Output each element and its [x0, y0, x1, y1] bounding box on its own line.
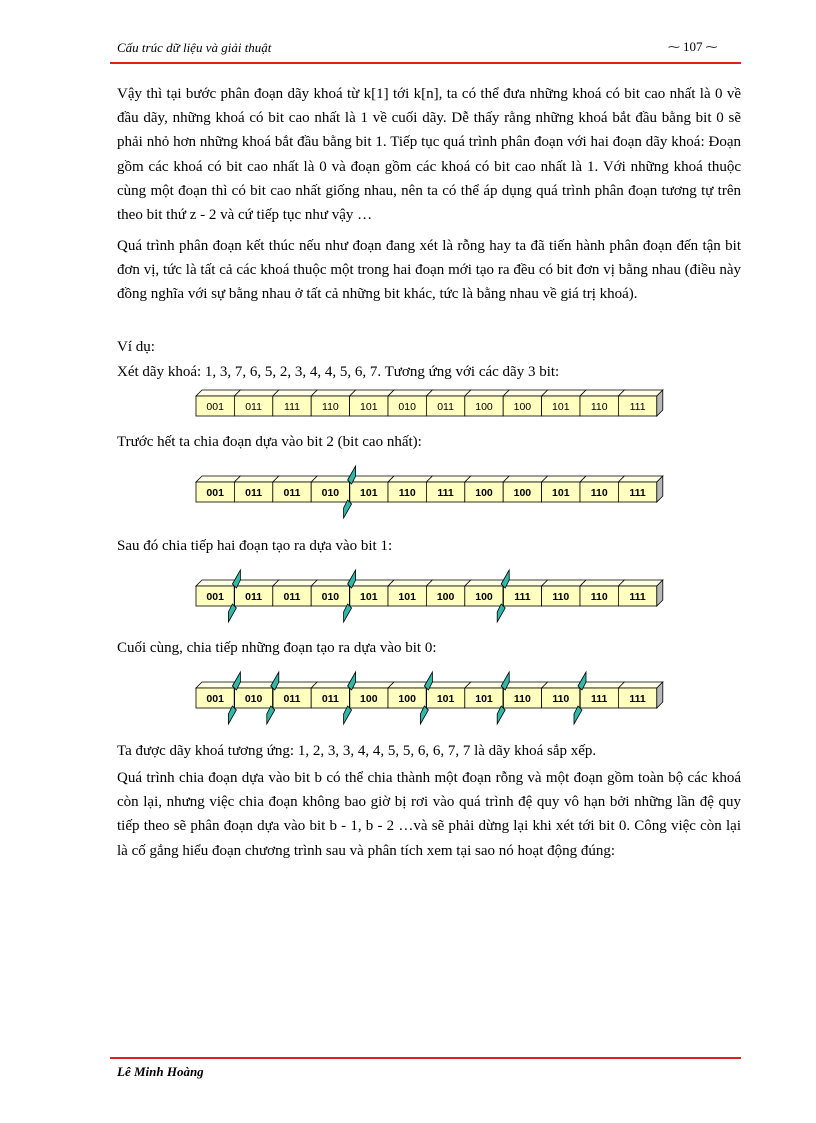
footer-author: Lê Minh Hoàng	[117, 1064, 204, 1079]
cell-top-face	[542, 580, 586, 586]
key-cell	[618, 682, 662, 708]
key-cell	[388, 580, 432, 606]
key-cell	[388, 476, 432, 502]
key-cell	[273, 682, 317, 708]
footer-rule	[110, 1057, 741, 1059]
cell-top-face	[426, 580, 470, 586]
cell-top-face	[234, 580, 278, 586]
cell-value: 001	[206, 693, 224, 705]
paragraph-termination: Quá trình phân đoạn kết thúc nếu như đoạn đang xét là rỗng hay ta đã tiến hành phân đoạn đến tận bit đơn vị, tức là tất cả các khoá thuộc một trong hai đoạn mới tạo ra đều có bit đơn vị bằng nhau (điều này đồng nghĩa với sự bằng nhau ở tất cả những bit khác, tức là bằng nhau về giá trị khoá).	[117, 238, 741, 303]
cell-top-face	[618, 682, 662, 688]
key-cell	[350, 476, 394, 502]
cell-value: 011	[245, 591, 263, 603]
cell-value: 111	[629, 591, 646, 603]
cell-value: 101	[475, 693, 493, 705]
cell-value: 110	[322, 401, 339, 413]
cell-value: 100	[436, 591, 455, 603]
page-number	[668, 39, 718, 55]
key-cell	[465, 476, 509, 502]
key-cell	[618, 476, 662, 502]
key-cell	[503, 682, 547, 708]
key-cell	[503, 476, 547, 502]
key-cell	[618, 580, 662, 606]
cell-top-face	[388, 580, 432, 586]
cell-value: 001	[206, 591, 224, 603]
key-cell	[426, 390, 470, 416]
array-diagram	[190, 460, 670, 540]
cell-top-face	[618, 390, 662, 396]
cell-top-face	[542, 390, 586, 396]
array-diagram	[190, 388, 670, 428]
example-label: Ví dụ:	[117, 339, 155, 355]
cell-top-face	[580, 390, 624, 396]
cell-value: 101	[552, 487, 570, 499]
cell-top-face	[350, 682, 394, 688]
array-diagram	[190, 564, 670, 644]
key-cell	[234, 580, 278, 606]
cell-value: 011	[283, 693, 301, 705]
key-cell	[273, 390, 317, 416]
cell-value: 110	[590, 401, 608, 413]
cell-value: 111	[629, 693, 646, 705]
cell-value: 101	[552, 401, 570, 413]
key-cell	[350, 580, 394, 606]
cell-top-face	[350, 390, 394, 396]
cell-value: 110	[552, 591, 570, 603]
caption-split-bit-0: Cuối cùng, chia tiếp những đoạn tạo ra dựa vào bit 0:	[117, 640, 437, 656]
cell-top-face	[350, 580, 394, 586]
key-cell	[234, 476, 278, 502]
key-cell	[542, 580, 586, 606]
cell-value: 110	[513, 693, 531, 705]
cell-value: 101	[360, 591, 378, 603]
page-number-value: 107	[683, 39, 703, 54]
cell-top-face	[311, 390, 355, 396]
cell-value: 111	[629, 487, 646, 499]
cell-top-face	[503, 682, 547, 688]
key-cell	[503, 390, 547, 416]
cell-top-face	[503, 390, 547, 396]
cell-top-face	[465, 476, 509, 482]
result-sentence: Ta được dãy khoá tương ứng: 1, 2, 3, 3, 4, 4, 5, 5, 6, 6, 7, 7 là dãy khoá sắp xếp.	[117, 743, 597, 759]
cell-top-face	[426, 390, 470, 396]
running-header-title: Cấu trúc dữ liệu và giải thuật	[117, 40, 272, 55]
cell-value: 100	[398, 693, 416, 705]
key-cell	[196, 390, 240, 416]
cell-value: 100	[475, 591, 493, 603]
cell-value: 001	[206, 401, 224, 413]
cell-top-face	[580, 682, 624, 688]
cell-value: 101	[360, 401, 378, 413]
key-cell	[311, 390, 355, 416]
cell-top-face	[388, 390, 432, 396]
key-array-split-bit-1	[190, 564, 670, 644]
cell-value: 010	[398, 401, 416, 413]
cell-value: 011	[245, 487, 263, 499]
split-marker-bottom	[497, 706, 505, 724]
cell-top-face	[618, 580, 662, 586]
split-marker-bottom	[574, 706, 582, 724]
split-marker-bottom	[420, 706, 428, 724]
array-diagram	[190, 666, 670, 746]
cell-value: 011	[283, 591, 301, 603]
cell-top-face	[542, 476, 586, 482]
split-marker-bottom	[344, 706, 352, 724]
paragraph-partition-explanation: Vậy thì tại bước phân đoạn dãy khoá từ k[1] tới k[n], ta có thể đưa những khoá có bit cao nhất là 0 về đầu dãy, những khoá có bit cao nhất là 1 về cuối dãy. Dễ thấy rằng những khoá bắt đầu bằng bit 0 sẽ phải nhỏ hơn những khoá bắt đầu bằng bit 1. Tiếp tục quá trình phân đoạn với hai đoạn dãy khoá: Đoạn gồm các khoá có bit cao nhất là 0 và đoạn gồm các khoá có bit cao nhất là 1. Với những khoá thuộc cùng một đoạn thì có bit cao nhất giống nhau, nên ta có thể áp dụng quá trình phân đoạn tương tự trên theo bit thứ z - 2 và cứ tiếp tục như vậy …	[117, 86, 741, 224]
cell-value: 100	[513, 401, 532, 413]
key-cell	[350, 390, 394, 416]
key-cell	[580, 580, 624, 606]
ornament-left-icon: ⁓	[668, 39, 680, 54]
cell-value: 110	[398, 487, 416, 499]
cell-top-face	[234, 476, 278, 482]
cell-value: 010	[244, 693, 263, 705]
cell-top-face	[273, 682, 317, 688]
key-cell	[542, 476, 586, 502]
cell-value: 101	[436, 693, 455, 705]
cell-value: 100	[475, 401, 493, 413]
cell-value: 010	[321, 591, 340, 603]
cell-value: 111	[591, 693, 608, 705]
cell-value: 101	[398, 591, 416, 603]
key-cell	[465, 390, 509, 416]
key-array-split-bit-2	[190, 460, 670, 540]
cell-value: 110	[590, 487, 608, 499]
paragraph-recursion-note: Quá trình chia đoạn dựa vào bit b có thể chia thành một đoạn rỗng và một đoạn gồm toàn bộ các khoá còn lại, nhưng việc chia đoạn không bao giờ bị rơi vào quá trình đệ quy vô hạn bởi những lần đệ quy tiếp theo sẽ phân đoạn dựa vào bit b - 1, b - 2 …và sẽ phải dừng lại khi xét tới bit 0. Công việc còn lại là cố gắng hiểu đoạn chương trình sau và phân tích xem tại sao nó hoạt động đúng:	[117, 770, 741, 859]
split-marker-bottom	[344, 500, 352, 518]
cell-value: 110	[552, 693, 570, 705]
cell-top-face	[503, 476, 547, 482]
cell-value: 100	[513, 487, 532, 499]
cell-value: 111	[437, 487, 454, 499]
cell-value: 111	[514, 591, 531, 603]
cell-top-face	[273, 580, 317, 586]
cell-top-face	[465, 390, 509, 396]
cell-value: 100	[360, 693, 378, 705]
key-array-initial	[190, 388, 670, 428]
cell-value: 011	[283, 487, 301, 499]
cell-value: 111	[629, 401, 646, 413]
header-rule	[110, 62, 741, 64]
split-marker-bottom	[228, 706, 236, 724]
cell-top-face	[196, 390, 240, 396]
key-cell	[426, 682, 470, 708]
caption-initial-keys: Xét dãy khoá: 1, 3, 7, 6, 5, 2, 3, 4, 4, 5, 6, 7. Tương ứng với các dãy 3 bit:	[117, 364, 560, 380]
cell-top-face	[426, 476, 470, 482]
key-cell	[350, 682, 394, 708]
key-array-split-bit-0	[190, 666, 670, 746]
split-marker-bottom	[497, 604, 505, 622]
cell-value: 100	[475, 487, 493, 499]
cell-value: 110	[590, 591, 608, 603]
cell-top-face	[580, 476, 624, 482]
key-cell	[273, 580, 317, 606]
cell-top-face	[580, 580, 624, 586]
key-cell	[388, 390, 432, 416]
cell-value: 111	[284, 401, 300, 413]
split-marker-bottom	[228, 604, 236, 622]
ornament-right-icon: ⁓	[705, 39, 718, 54]
split-marker-bottom	[267, 706, 275, 724]
caption-split-bit-1: Sau đó chia tiếp hai đoạn tạo ra dựa vào bit 1:	[117, 538, 393, 554]
cell-top-face	[273, 476, 317, 482]
caption-split-bit-2: Trước hết ta chia đoạn dựa vào bit 2 (bit cao nhất):	[117, 434, 422, 450]
cell-value: 011	[437, 401, 454, 413]
cell-top-face	[618, 476, 662, 482]
key-cell	[273, 476, 317, 502]
cell-value: 011	[245, 401, 262, 413]
cell-top-face	[350, 476, 394, 482]
cell-top-face	[388, 476, 432, 482]
key-cell	[196, 476, 240, 502]
cell-top-face	[273, 390, 317, 396]
key-cell	[618, 390, 662, 416]
key-cell	[580, 682, 624, 708]
cell-value: 101	[360, 487, 378, 499]
key-cell	[426, 476, 470, 502]
cell-value: 011	[321, 693, 339, 705]
key-cell	[503, 580, 547, 606]
cell-value: 001	[206, 487, 224, 499]
key-cell	[580, 476, 624, 502]
key-cell	[542, 390, 586, 416]
cell-top-face	[234, 390, 278, 396]
cell-value: 010	[321, 487, 340, 499]
split-marker-bottom	[344, 604, 352, 622]
cell-top-face	[426, 682, 470, 688]
cell-top-face	[503, 580, 547, 586]
key-cell	[426, 580, 470, 606]
cell-top-face	[196, 476, 240, 482]
key-cell	[580, 390, 624, 416]
key-cell	[234, 390, 278, 416]
